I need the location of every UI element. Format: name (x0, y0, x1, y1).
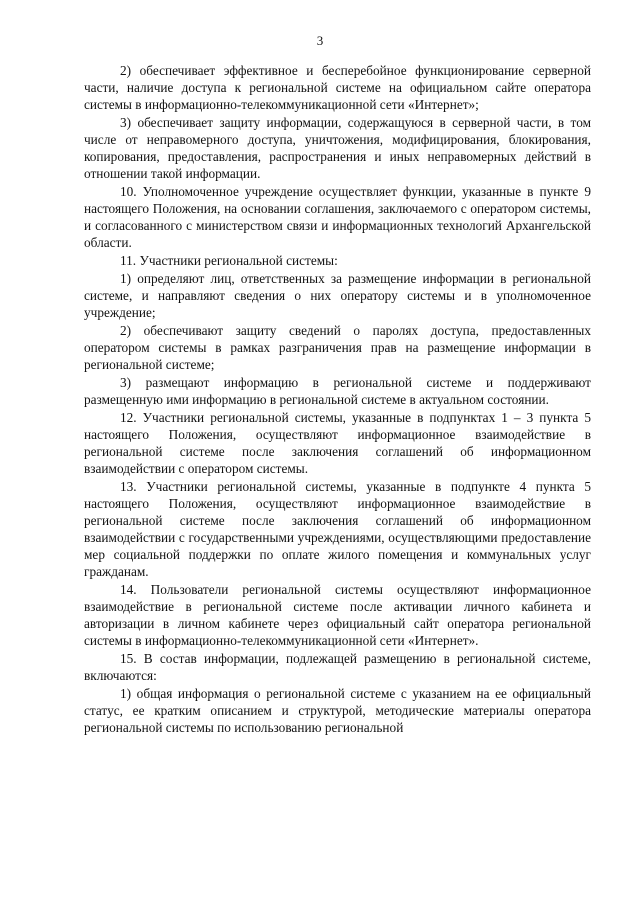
paragraph: 1) определяют лиц, ответственных за размещение информации в региональной системе, и направляют сведения о них оператору системы и в уполномоченное учреждение; (84, 271, 591, 320)
paragraph: 2) обеспечивают защиту сведений о паролях доступа, предоставленных оператором системы в рамках разграничения прав на размещение информации в региональной системе; (84, 323, 591, 372)
paragraph: 3) обеспечивает защиту информации, содержащуюся в серверной части, в том числе от неправомерного доступа, уничтожения, модифицирования, блокирования, копирования, предоставления, распространения и иных неправомерных действий в отношении такой информации. (84, 115, 591, 181)
paragraph: 15. В состав информации, подлежащей размещению в региональной системе, включаются: (84, 651, 591, 683)
paragraph: 13. Участники региональной системы, указанные в подпункте 4 пункта 5 настоящего Положения, осуществляют информационное взаимодействие в региональной системе после заключения соглашений об информационном взаимодействии с государственными учреждениями, осуществляющими предоставление мер социальной поддержки по оплате жилого помещения и коммунальных услуг гражданам. (84, 479, 591, 579)
paragraph: 10. Уполномоченное учреждение осуществляет функции, указанные в пункте 9 настоящего Положения, на основании соглашения, заключаемого с оператором системы, и согласованного с министерством связи и информационных технологий Архангельской области. (84, 184, 591, 250)
paragraph: 2) обеспечивает эффективное и бесперебойное функционирование серверной части, наличие доступа к региональной системе на официальном сайте оператора системы в информационно-телекоммуникационной сети «Интернет»; (84, 63, 591, 112)
paragraph: 11. Участники региональной системы: (120, 253, 338, 268)
page-number: 3 (316, 33, 324, 48)
paragraph: 14. Пользователи региональной системы осуществляют информационное взаимодействие в региональной системе после активации личного кабинета и авторизации в личном кабинете через официальный сайт оператора региональной системы в информационно-телекоммуникационной сети «Интернет». (84, 582, 591, 648)
paragraph: 1) общая информация о региональной системе с указанием на ее официальный статус, ее кратким описанием и структурой, методические материалы оператора региональной системы по использованию региональной (84, 686, 591, 735)
paragraph: 3) размещают информацию в региональной системе и поддерживают размещенную ими информацию в региональной системе в актуальном состоянии. (84, 375, 591, 407)
paragraph: 12. Участники региональной системы, указанные в подпунктах 1 – 3 пункта 5 настоящего Положения, осуществляют информационное взаимодействие в региональной системе после заключения соглашений об информационном взаимодействии с оператором системы. (84, 410, 591, 476)
document-body (84, 62, 591, 737)
